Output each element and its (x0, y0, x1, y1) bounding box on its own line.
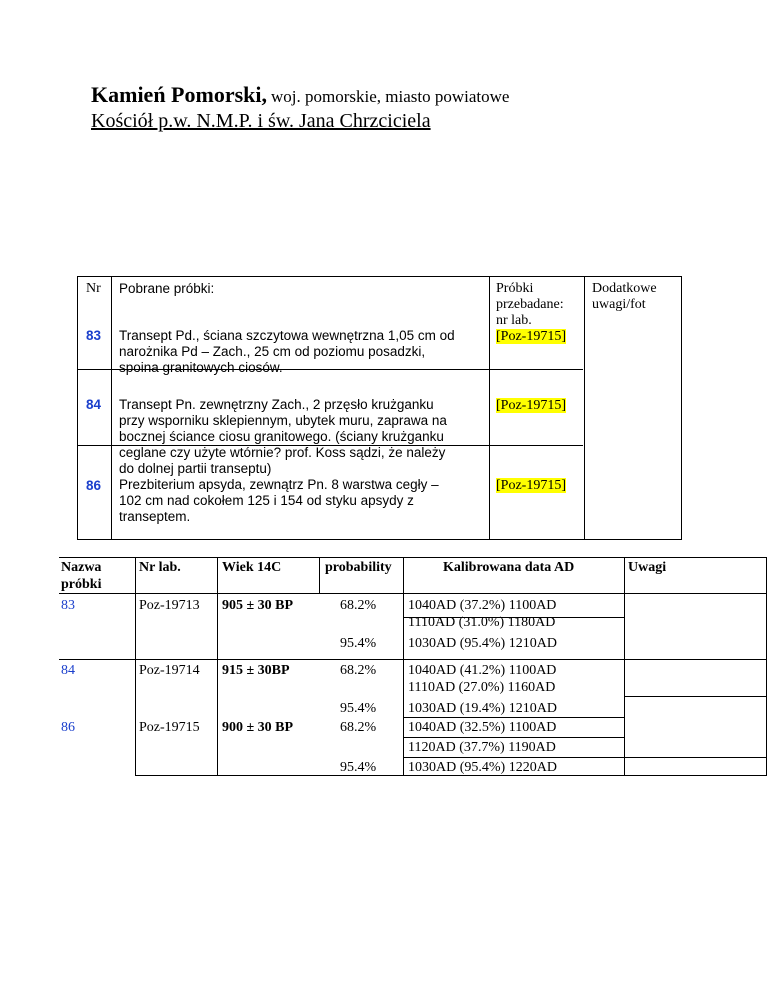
calibrated-date: 1040AD (41.2%) 1100AD 1110AD (27.0%) 1160AD (408, 663, 557, 695)
row-divider (624, 696, 767, 697)
column-divider (584, 277, 585, 539)
header-samples: Pobrane próbki: (119, 281, 215, 296)
c14-age: 905 ± 30 BP (222, 598, 294, 613)
header-lab: Próbki przebadane: nr lab. (496, 281, 564, 328)
probability: 95.4% (340, 636, 377, 651)
lab-number: [Poz-19715] (496, 478, 566, 493)
sample-number: 84 (86, 397, 102, 412)
column-divider (111, 277, 112, 539)
probability: 68.2% (340, 663, 377, 678)
row-divider (403, 737, 624, 738)
calibrated-date: 1030AD (95.4%) 1210AD (408, 636, 557, 651)
probability: 95.4% (340, 760, 377, 775)
dating-table (59, 557, 767, 775)
header-notes: Uwagi (628, 560, 667, 575)
lab-number: Poz-19714 (139, 663, 200, 678)
row-divider (403, 757, 624, 758)
header-calibrated-date: Kalibrowana data AD (443, 560, 575, 575)
sample-description: Transept Pn. zewnętrzny Zach., 2 przęsło krużganku przy wsporniku sklepiennym, ubytek muru, zaprawa na bocznej ściance ciosu granitowego. (ściany krużganku ceglane czy użyte wtórnie? prof. Koss sądzi, że należy do dolnej partii transeptu) (119, 397, 447, 476)
calibrated-date: 1030AD (19.4%) 1210AD (408, 701, 557, 716)
page-title (91, 82, 509, 108)
column-divider (319, 557, 320, 594)
column-divider (624, 557, 625, 776)
samples-table (77, 276, 682, 540)
header-probability: probability (325, 560, 392, 575)
sample-name: 83 (61, 598, 75, 613)
row-divider (624, 757, 767, 758)
c14-age: 915 ± 30BP (222, 663, 290, 678)
sample-number: 86 (86, 478, 102, 493)
column-divider (403, 557, 404, 776)
sample-name: 84 (61, 663, 75, 678)
header-sample-name: Nazwa próbki (61, 560, 102, 592)
table-border (59, 557, 767, 558)
row-divider (59, 659, 767, 660)
lab-number: [Poz-19715] (496, 329, 566, 344)
probability: 68.2% (340, 720, 377, 735)
title-detail: woj. pomorskie, miasto powiatowe (271, 87, 510, 106)
lab-number: [Poz-19715] (496, 398, 566, 413)
title-location: Kamień Pomorski, (91, 82, 267, 107)
calibrated-date: 1040AD (37.2%) 1100AD 1110AD (31.0%) 1180AD (408, 598, 557, 630)
header-nr: Nr (86, 281, 101, 296)
lab-number: Poz-19713 (139, 598, 200, 613)
probability: 68.2% (340, 598, 377, 613)
c14-age: 900 ± 30 BP (222, 720, 294, 735)
probability: 95.4% (340, 701, 377, 716)
column-divider (217, 557, 218, 776)
page-subtitle: Kościół p.w. N.M.P. i św. Jana Chrzciciela (91, 110, 431, 132)
calibrated-date: 1040AD (32.5%) 1100AD (408, 720, 557, 735)
sample-number: 83 (86, 328, 102, 343)
sample-description: Prezbiterium apsyda, zewnątrz Pn. 8 warstwa cegły – 102 cm nad cokołem 125 i 154 od styku apsydy z transeptem. (119, 477, 439, 524)
header-age: Wiek 14C (222, 560, 282, 575)
calibrated-date: 1030AD (95.4%) 1220AD (408, 760, 557, 775)
lab-number: Poz-19715 (139, 720, 200, 735)
column-divider (489, 277, 490, 539)
header-notes: Dodatkowe uwagi/fot (592, 281, 657, 312)
table-border (766, 557, 767, 776)
row-divider (59, 593, 767, 594)
header-lab-number: Nr lab. (139, 560, 181, 575)
row-divider (403, 717, 624, 718)
sample-description: Transept Pd., ściana szczytowa wewnętrzna 1,05 cm od narożnika Pd – Zach., 25 cm od poziomu posadzki, spoina granitowych ciosów. (119, 328, 455, 375)
calibrated-date: 1120AD (37.7%) 1190AD (408, 740, 556, 755)
column-divider (135, 557, 136, 776)
sample-name: 86 (61, 720, 75, 735)
